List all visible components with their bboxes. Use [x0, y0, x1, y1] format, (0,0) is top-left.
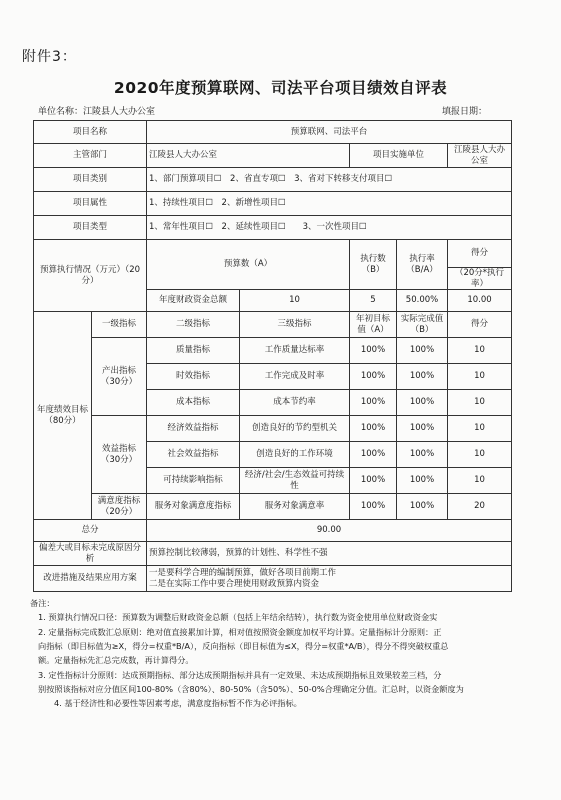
actual-cell: 100%: [397, 390, 448, 416]
evaluation-table: [33, 120, 512, 592]
target-cell: 100%: [350, 390, 397, 416]
actual-header: 实际完成值（B）: [397, 312, 448, 338]
category-value: 1、部门预算项目☐ 2、省直专项☐ 3、省对下转移支付项目☐: [147, 168, 512, 192]
attribute-value: 1、持续性项目☐ 2、新增性项目☐: [147, 192, 512, 216]
level2-cell: 可持续影响指标: [147, 468, 240, 494]
level3-cell: 成本节约率: [240, 390, 350, 416]
actual-cell: 100%: [397, 468, 448, 494]
score-header: 得分: [448, 312, 512, 338]
measures-label: 改进措施及结果应用方案: [34, 566, 147, 592]
actual-cell: 100%: [397, 338, 448, 364]
level3-header: 三级指标: [240, 312, 350, 338]
impl-unit-label: 项目实施单位: [350, 144, 448, 168]
level3-cell: 经济/社会/生态效益可持续性: [240, 468, 350, 494]
execution-rate-header: 执行率（B/A）: [397, 240, 448, 290]
annual-funds-label: 年度财政资金总额: [147, 290, 240, 312]
actual-cell: 100%: [397, 416, 448, 442]
execution-rate-value: 50.00%: [397, 290, 448, 312]
indicator-row: [34, 416, 512, 442]
level3-cell: 创造良好的节约型机关: [240, 416, 350, 442]
actual-cell: 100%: [397, 494, 448, 520]
indicator-row: [34, 338, 512, 364]
actual-cell: 100%: [397, 442, 448, 468]
satisfaction-indicator-label: 满意度指标（20分）: [92, 494, 147, 520]
type-row: [34, 216, 512, 240]
project-name-value: 预算联网、司法平台: [147, 121, 512, 144]
fill-date: 填报日期：: [442, 107, 488, 117]
target-cell: 100%: [350, 416, 397, 442]
level2-cell: 成本指标: [147, 390, 240, 416]
impl-unit-value: 江陵县人大办公室: [448, 144, 512, 168]
level2-header: 二级指标: [147, 312, 240, 338]
budget-score-header: 得分: [448, 240, 512, 268]
note-2-cont: 向指标（即目标值为≥X，得分=权重*B/A），反向指标（即目标值为≤X，得分=权重*A/B），得分不得突破权重总: [38, 641, 449, 652]
type-label: 项目类型: [34, 216, 147, 240]
deviation-label: 偏差大或目标未完成原因分析: [34, 542, 147, 566]
score-cell: 10: [448, 442, 512, 468]
target-header: 年初目标值（A）: [350, 312, 397, 338]
type-value: 1、常年性项目☐ 2、延续性项目☐ 3、一次性项目☐: [147, 216, 512, 240]
level3-cell: 服务对象满意率: [240, 494, 350, 520]
note-2: 2. 定量指标完成数汇总原则：绝对值直接累加计算，相对值按照资金额度加权平均计算。定量指标计分原则：正: [38, 626, 442, 637]
level3-cell: 创造良好的工作环境: [240, 442, 350, 468]
level3-cell: 工作质量达标率: [240, 338, 350, 364]
project-name-label: 项目名称: [34, 121, 147, 144]
unit-name: 单位名称：江陵县人大办公室: [38, 107, 156, 117]
level2-cell: 服务对象满意度指标: [147, 494, 240, 520]
category-label: 项目类别: [34, 168, 147, 192]
perf-goal-label: 年度绩效目标（80分）: [34, 312, 92, 520]
level2-cell: 时效指标: [147, 364, 240, 390]
execution-amount-header: 执行数（B）: [350, 240, 397, 290]
target-cell: 100%: [350, 364, 397, 390]
target-cell: 100%: [350, 468, 397, 494]
category-row: [34, 168, 512, 192]
total-value: 90.00: [147, 520, 512, 542]
budget-header-row: [34, 240, 512, 268]
page-title: 2020年度预算联网、司法平台项目绩效自评表: [113, 79, 448, 97]
dept-row: [34, 144, 512, 168]
target-cell: 100%: [350, 338, 397, 364]
measures-line-2: 二是在实际工作中要合理使用财政预算内资金: [149, 578, 320, 589]
execution-amount-value: 5: [350, 290, 397, 312]
budget-score-formula: （20分*执行率）: [448, 268, 512, 290]
note-4: 4. 基于经济性和必要性等因素考虑，满意度指标暂不作为必评指标。: [54, 698, 302, 709]
budget-amount-header: 预算数（A）: [147, 240, 350, 290]
score-cell: 10: [448, 416, 512, 442]
level2-cell: 社会效益指标: [147, 442, 240, 468]
measures-row: [34, 566, 512, 592]
budget-amount-value: 10: [240, 290, 350, 312]
attribute-label: 项目属性: [34, 192, 147, 216]
level3-cell: 工作完成及时率: [240, 364, 350, 390]
note-1: 1. 预算执行情况口径：预算数为调整后财政资金总额（包括上年结余结转），执行数为资金使用单位财政资金实: [38, 612, 438, 623]
indicator-row: [34, 494, 512, 520]
note-3-cont: 别按照该指标对应分值区间100-80%（含80%）、80-50%（含50%）、50-0%合理确定分值。汇总时，以资金额度为: [38, 684, 464, 695]
level1-header: 一级指标: [92, 312, 147, 338]
deviation-row: [34, 542, 512, 566]
measures-value: [147, 566, 512, 592]
budget-score-value: 10.00: [448, 290, 512, 312]
notes-title: 备注：: [30, 598, 55, 608]
target-cell: 100%: [350, 494, 397, 520]
notes-section: [30, 596, 542, 711]
output-indicator-label: 产出指标（30分）: [92, 338, 147, 416]
total-row: [34, 520, 512, 542]
score-cell: 10: [448, 390, 512, 416]
note-3: 3. 定性指标计分原则：达成预期指标、部分达成预期指标并具有一定效果、未达成预期指标且效果较差三档，分: [38, 669, 442, 680]
target-cell: 100%: [350, 442, 397, 468]
level2-cell: 经济效益指标: [147, 416, 240, 442]
level2-cell: 质量指标: [147, 338, 240, 364]
budget-label: 预算执行情况（万元）（20分）: [34, 240, 147, 312]
attachment-label: 附件3：: [22, 49, 77, 65]
project-name-row: [34, 121, 512, 144]
perf-header-row: [34, 312, 512, 338]
score-cell: 10: [448, 468, 512, 494]
actual-cell: 100%: [397, 364, 448, 390]
score-cell: 10: [448, 338, 512, 364]
deviation-value: 预算控制比较薄弱，预算的计划性、科学性不强: [147, 542, 512, 566]
score-cell: 10: [448, 364, 512, 390]
measures-line-1: 一是要科学合理的编制预算，做好各项目前期工作: [149, 568, 337, 579]
score-cell: 20: [448, 494, 512, 520]
note-2-cont: 额。定量指标先汇总完成数，再计算得分。: [38, 655, 194, 666]
total-label: 总分: [34, 520, 147, 542]
dept-value: 江陵县人大办公室: [147, 144, 350, 168]
attribute-row: [34, 192, 512, 216]
benefit-indicator-label: 效益指标（30分）: [92, 416, 147, 494]
dept-label: 主管部门: [34, 144, 147, 168]
